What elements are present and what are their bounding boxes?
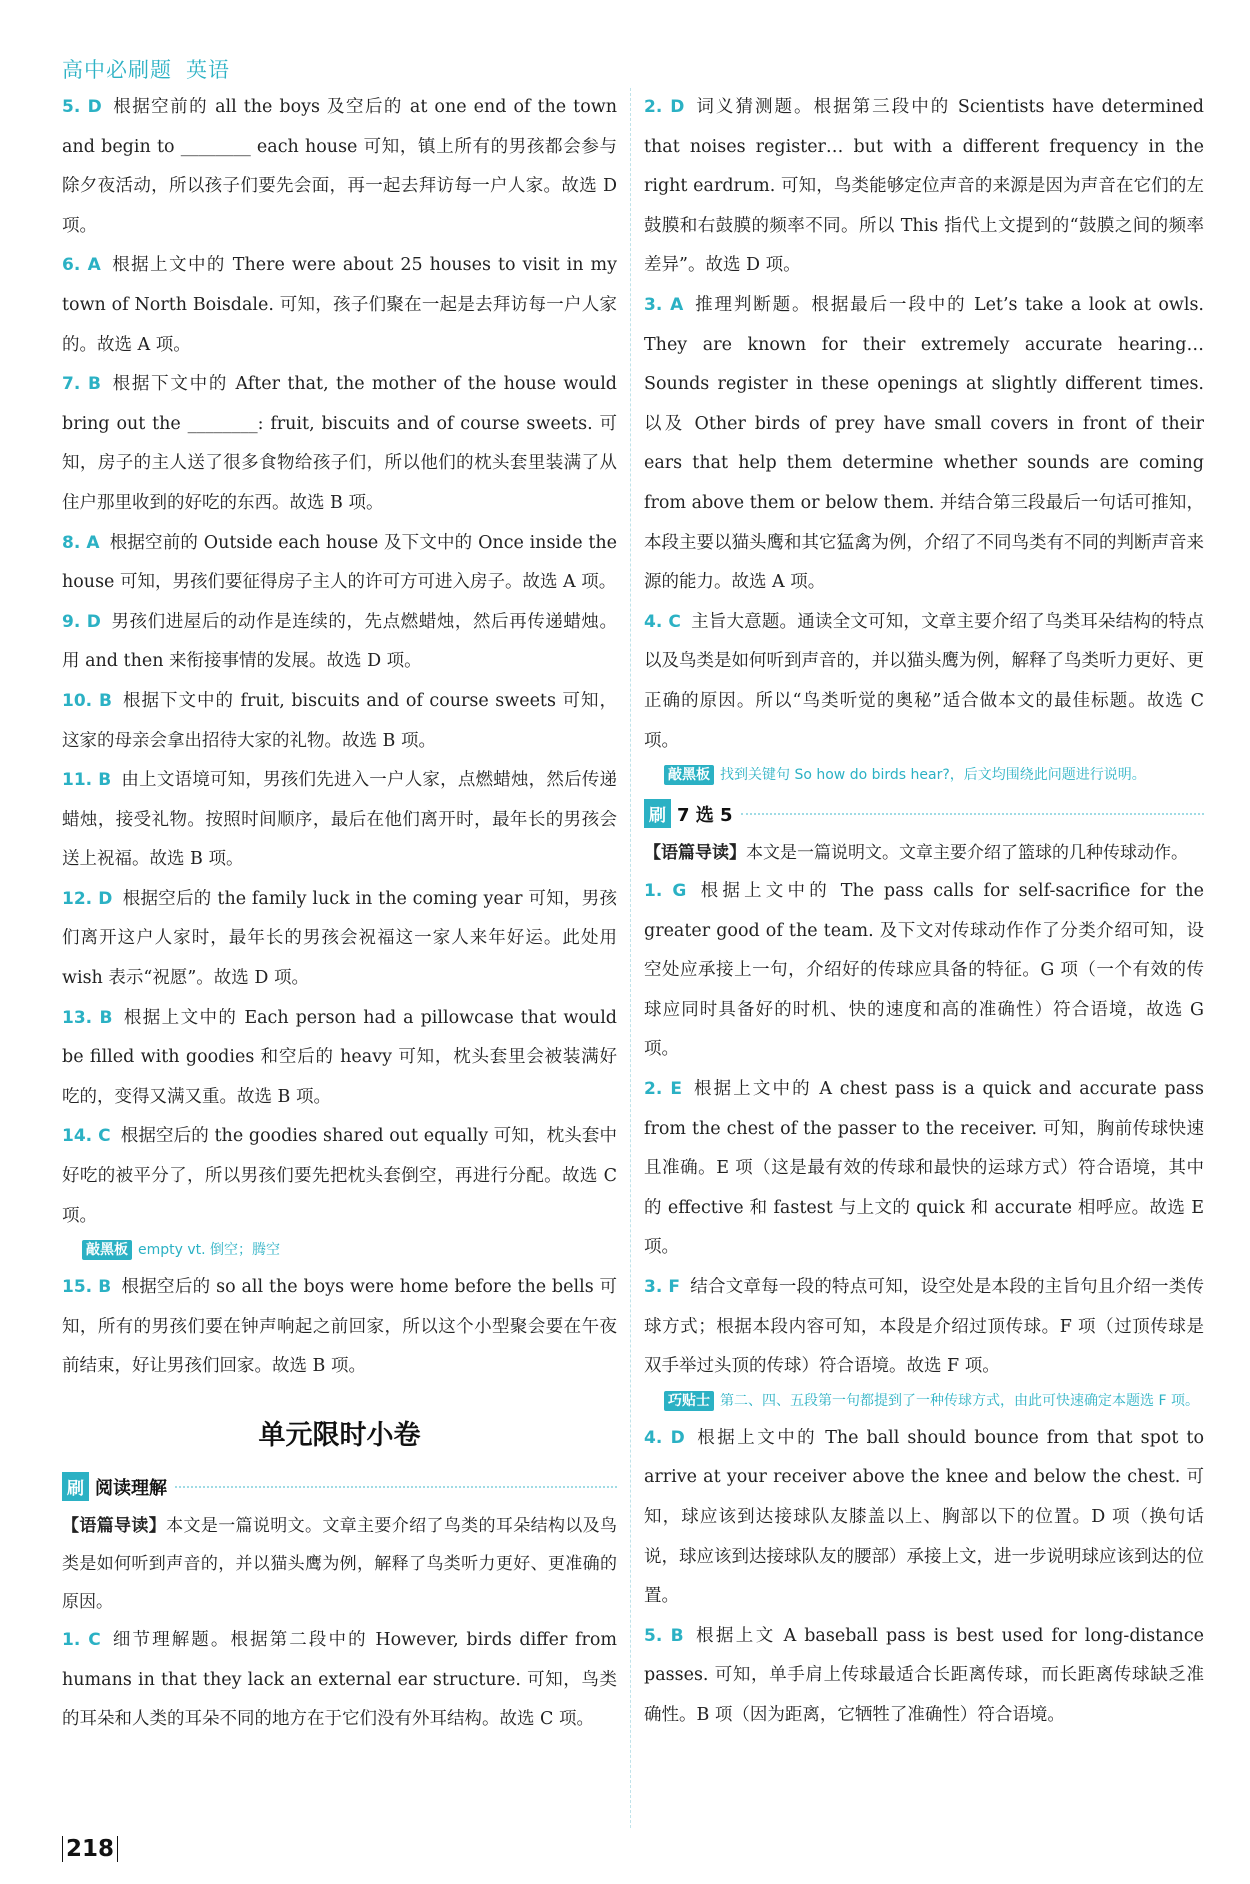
reading-answer-1: 1. C 细节理解题。根据第二段中的 However, birds differ from humans in that they lack an external ear structure. 可知，鸟类的耳朵和人类的耳朵不同的地方在于它们没有外耳结构。故选 C 项。	[62, 1630, 618, 1730]
subject-label: 英语	[186, 58, 230, 82]
answer-item-6: 6. A 根据上文中的 There were about 25 houses to visit in my town of North Boisdale. 可知，孩子们聚在一起是去拜访每一户人家的。故选 A 项。	[62, 255, 617, 355]
reading-section-bar: 刷 阅读理解	[62, 1472, 617, 1501]
seven-five-section-bar: 刷 7 选 5	[644, 799, 1204, 828]
answer-item-8: 8. A 根据空前的 Outside each house 及下文中的 Once inside the house 可知，男孩们要征得房子主人的许可方可进入房子。故选 A 项。	[62, 532, 617, 593]
answer-item-5: 5. D 根据空前的 all the boys 及空后的 at one end of the town and begin to ________ each house 可知，镇上所有的男孩都会参与除夕夜活动，所以孩子们要先会面，再一起去拜访每一户人家。故选 D 项。	[62, 97, 617, 236]
answer-item-9: 9. D 男孩们进屋后的动作是连续的，先点燃蜡烛，然后再传递蜡烛。用 and then 来衔接事情的发展。故选 D 项。	[62, 611, 618, 672]
seven-five-answer-1: 1. G 根据上文中的 The pass calls for self-sacrifice for the greater good of the team. 及下文对传球动作作了分类介绍可知，设空处应承接上一句，介绍好的传球应具备的特征。G 项（一个有效的传球应同时具备好的时机、快的速度和高的准确性）符合语境，故选 G 项。	[644, 881, 1204, 1060]
reading-guide: 【语篇导读】本文是一篇说明文。文章主要介绍了鸟类的耳朵结构以及鸟类是如何听到声音的，并以猫头鹰为例，解释了鸟类听力更好、更准确的原因。	[62, 1516, 618, 1612]
answer-item-7: 7. B 根据下文中的 After that, the mother of the house would bring out the ________: fruit, biscuits and of course sweets. 可知，房子的主人送了很多食物给孩子们，所以他们的枕头套里装满了从住户那里收到的好吃的东西。故选 B 项。	[62, 374, 617, 513]
tip-note-3: 巧贴士 第二、四、五段第一句都提到了一种传球方式，由此可快速确定本题选 F 项。	[664, 1391, 1204, 1411]
answer-item-15: 15. B 根据空后的 so all the boys were home before the bells 可知，所有的男孩们要在钟声响起之前回家，所以这个小型聚会要在午夜前结束，好让男孩们回家。故选 B 项。	[62, 1277, 617, 1377]
tip-note-14: 敲黑板 empty vt. 倒空；腾空	[82, 1240, 617, 1260]
answer-item-10: 10. B 根据下文中的 fruit, biscuits and of course sweets 可知，这家的母亲会拿出招待大家的礼物。故选 B 项。	[62, 690, 617, 751]
reading-answer-3: 3. A 推理判断题。根据最后一段中的 Let’s take a look at owls. They are known for their extremely accurate hearing… Sounds register in these openings at slightly different times. 以及 Other birds of prey have small covers in front of their ears that help them determine whether sounds are coming from above them or below them. 并结合第三段最后一句话可推知，本段主要以猫头鹰和其它猛禽为例，介绍了不同鸟类有不同的判断声音来源的能力。故选 A 项。	[644, 294, 1204, 593]
seven-five-answer-5: 5. B 根据上文 A baseball pass is best used for long-distance passes. 可知，单手肩上传球最适合长距离传球，而长距离传球缺乏准确性。B 项（因为距离，它牺牲了准确性）符合语境。	[644, 1625, 1204, 1725]
answer-item-11: 11. B 由上文语境可知，男孩们先进入一户人家，点燃蜡烛，然后传递蜡烛，接受礼物。按照时间顺序，最后在他们离开时，最年长的男孩会送上祝福。故选 B 项。	[62, 770, 617, 870]
seven-five-answer-2: 2. E 根据上文中的 A chest pass is a quick and accurate pass from the chest of the passer to the receiver. 可知，胸前传球快速且准确。E 项（这是最有效的传球和最快的运球方式）符合语境，其中的 effective 和 fastest 与上文的 quick 和 accurate 相呼应。故选 E 项。	[644, 1079, 1204, 1258]
reading-answer-4: 4. C 主旨大意题。通读全文可知，文章主要介绍了鸟类耳朵结构的特点以及鸟类是如何听到声音的，并以猫头鹰为例，解释了鸟类听力更好、更正确的原因。所以“鸟类听觉的奥秘”适合做本文的最佳标题。故选 C 项。	[644, 611, 1204, 751]
book-title: 高中必刷题	[62, 58, 172, 82]
page-number: 218	[62, 1836, 118, 1862]
left-column	[62, 88, 617, 1740]
column-divider	[630, 88, 631, 1828]
page-header	[62, 54, 230, 84]
answer-item-13: 13. B 根据上文中的 Each person had a pillowcase that would be filled with goodies 和空后的 heavy 可知，枕头套里会被装满好吃的，变得又满又重。故选 B 项。	[62, 1007, 617, 1107]
seven-five-answer-3: 3. F 结合文章每一段的特点可知，设空处是本段的主旨句且介绍一类传球方式；根据本段内容可知，本段是介绍过顶传球。F 项（过顶传球是双手举过头顶的传球）符合语境。故选 F 项。	[644, 1277, 1204, 1377]
seven-five-guide: 【语篇导读】本文是一篇说明文。文章主要介绍了篮球的几种传球动作。	[644, 843, 1188, 864]
answer-item-14: 14. C 根据空后的 the goodies shared out equally 可知，枕头套中好吃的被平分了，所以男孩们要先把枕头套倒空，再进行分配。故选 C 项。	[62, 1126, 617, 1226]
right-column	[644, 88, 1204, 1736]
answer-item-12: 12. D 根据空后的 the family luck in the coming year 可知，男孩们离开这户人家时，最年长的男孩会祝福这一家人来年好运。此处用 wish 表示“祝愿”。故选 D 项。	[62, 888, 617, 989]
reading-answer-2: 2. D 词义猜测题。根据第三段中的 Scientists have determined that noises register… but with a different frequency in the right eardrum. 可知，鸟类能够定位声音的来源是因为声音在它们的左鼓膜和右鼓膜的频率不同。所以 This 指代上文提到的“鼓膜之间的频率差异”。故选 D 项。	[644, 97, 1204, 276]
tip-note-4: 敲黑板 找到关键句 So how do birds hear?，后文均围绕此问题进行说明。	[664, 765, 1204, 785]
section-title: 单元限时小卷	[258, 1420, 421, 1451]
seven-five-answer-4: 4. D 根据上文中的 The ball should bounce from that spot to arrive at your receiver above the knee and below the chest. 可知，球应该到达接球队友膝盖以上、胸部以下的位置。D 项（换句话说，球应该到达接球队友的腰部）承接上文，进一步说明球应该到达的位置。	[644, 1427, 1204, 1607]
